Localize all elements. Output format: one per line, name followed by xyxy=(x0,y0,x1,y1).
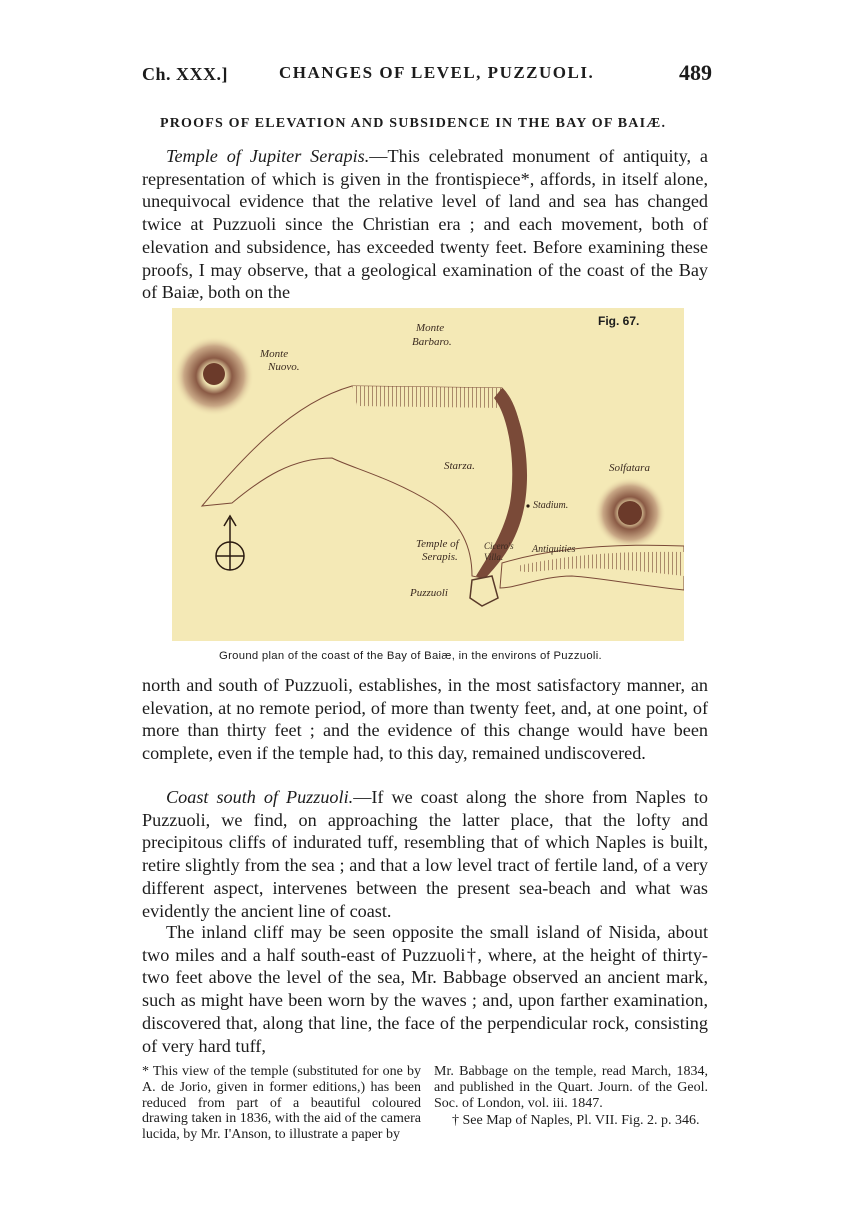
label-monte-nuovo-2: Nuovo. xyxy=(268,361,300,373)
paragraph-coast xyxy=(142,786,708,922)
figure-caption: Ground plan of the coast of the Bay of Baiæ, in the environs of Puzzuoli. xyxy=(219,650,602,662)
paragraph-text: —This celebrated monument of antiquity, a representation of which is given in the frontispiece*, affords, in itself alone, unequivocal evidence that the relative level of land and sea has changed twice at Puzzuoli since the Christian era ; and each movement, both of elevation and subsidence, has exceeded twenty feet. Before examining these proofs, I may observe, that a geological examination of the coast of the Bay of Baiæ, both on the xyxy=(142,146,708,303)
paragraph-temple xyxy=(142,145,708,304)
label-ciceros-2: Villa. xyxy=(484,552,504,562)
paragraph-lead: Coast south of Puzzuoli. xyxy=(166,787,354,807)
label-starza: Starza. xyxy=(444,460,475,472)
paragraph-continuation: north and south of Puzzuoli, establishes, in the most satisfactory manner, an elevation, at no remote period, of more than twenty feet, and, at one point, of more than thirty feet ; and the evidence of this change would have been complete, even if the temple had, to this day, remained undiscovered. xyxy=(142,675,708,764)
label-puzzuoli: Puzzuoli xyxy=(410,587,448,599)
starza-cliff xyxy=(352,386,506,408)
label-monte-barbaro-2: Barbaro. xyxy=(412,336,452,348)
label-monte-nuovo-1: Monte xyxy=(260,348,289,360)
footnote-right-text: Mr. Babbage on the temple, read March, 1834, and published in the Quart. Journ. of the Geol. Soc. of London, vol. iii. 1847. xyxy=(434,1064,708,1111)
starza-land xyxy=(202,386,524,578)
figure-number: Fig. 67. xyxy=(598,314,640,328)
page-number: 489 xyxy=(679,60,712,85)
figure-67-map xyxy=(172,308,684,641)
running-title: CHANGES OF LEVEL, PUZZUOLI. xyxy=(279,63,595,82)
footnote-right xyxy=(434,1064,708,1129)
paragraph-text: —If we coast along the shore from Naples to Puzzuoli, we find, on approaching the latter place, that the lofty and precipitous cliffs of indurated tuff, resembling that of which Naples is built, retire slightly from the sea ; and that a low level tract of fertile land, of a very different aspect, intervenes between the present sea-beach and what was evidently the ancient line of coast. xyxy=(142,787,708,921)
paragraph-inland-cliff: The inland cliff may be seen opposite the small island of Nisida, about two miles and a half south-east of Puzzuoli†, where, at the height of thirty-two feet above the level of the sea, Mr. Babbage observed an ancient mark, such as might have been worn by the waves ; and, upon farther examination, discovered that, along that line, the face of the perpendicular rock, consisting of very hard tuff, xyxy=(142,922,708,1056)
running-header xyxy=(142,60,712,90)
monte-nuovo-inner xyxy=(203,363,225,385)
label-monte-barbaro-1: Monte xyxy=(416,322,445,334)
label-temple-1: Temple of xyxy=(416,538,459,550)
label-temple-2: Serapis. xyxy=(422,551,458,563)
solfatara-inner xyxy=(618,501,642,525)
label-stadium: Stadium. xyxy=(533,500,569,511)
paragraph-lead: Temple of Jupiter Serapis. xyxy=(166,146,370,166)
puzzuoli-promontory xyxy=(470,576,498,606)
label-solfatara: Solfatara xyxy=(609,462,650,474)
label-antiquities: Antiquities xyxy=(532,544,576,555)
section-heading: PROOFS OF ELEVATION AND SUBSIDENCE IN THE BAY OF BAIÆ. xyxy=(160,116,667,131)
stadium-marker xyxy=(526,504,529,507)
chapter-label: Ch. XXX.] xyxy=(142,64,229,84)
footnote-left: * This view of the temple (substituted for one by A. de Jorio, given in former editions,) has been reduced from part of a beautiful coloured drawing taken in 1836, with the aid of the camera lucida, by Mr. I'Anson, to illustrate a paper by xyxy=(142,1064,421,1143)
footnote-dagger: † See Map of Naples, Pl. VII. Fig. 2. p. 346. xyxy=(452,1113,700,1129)
label-ciceros-1: Cicero's xyxy=(484,541,514,551)
